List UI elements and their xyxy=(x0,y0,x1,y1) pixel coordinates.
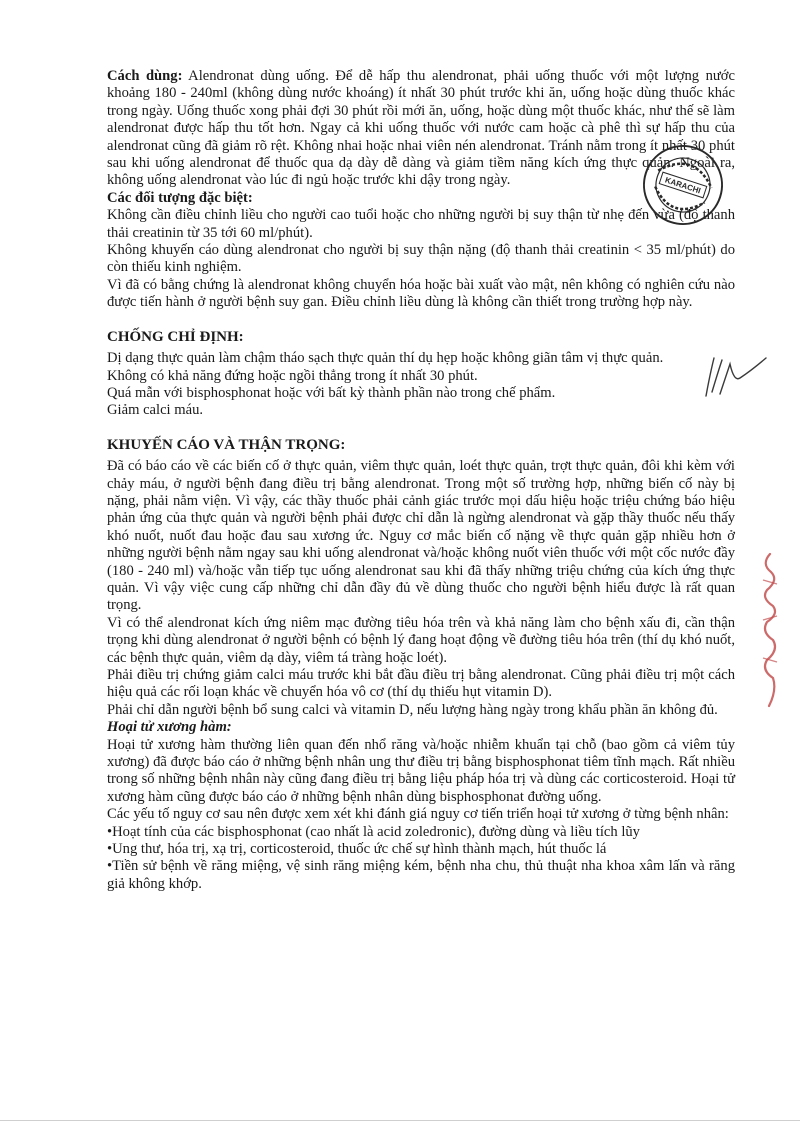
special-paragraph: Không khuyến cáo dùng alendronat cho người bị suy thận nặng (độ thanh thải creatinin < 35 ml/phút) do còn thiếu kinh nghiệm. xyxy=(107,242,735,276)
usage-label: Cách dùng: xyxy=(107,68,183,84)
risk-factor-item: • Tiền sử bệnh về răng miệng, vệ sinh răng miệng kém, bệnh nha chu, thủ thuật nha khoa xâm lấn và răng giả không khớp. xyxy=(107,858,735,893)
special-paragraph: Không cần điều chỉnh liều cho người cao tuổi hoặc cho những người bị suy thận từ nhẹ đến vừa (độ thanh thải creatinin từ 35 tới 60 ml/phút). xyxy=(107,207,735,241)
risk-factor-item: • Ung thư, hóa trị, xạ trị, corticosteroid, thuốc ức chế sự hình thành mạch, hút thuốc lá xyxy=(107,841,735,858)
special-paragraph: Vì đã có bằng chứng là alendronat không chuyển hóa hoặc bài xuất vào mật, nên không có nghiên cứu nào được tiến hành ở người bệnh suy gan. Điều chỉnh liều dùng là không cần thiết trong trường hợp này. xyxy=(107,276,735,311)
jaw-necrosis-paragraph: Hoại tử xương hàm thường liên quan đến nhổ răng và/hoặc nhiễm khuẩn tại chỗ (bao gồm cả viêm tủy xương) đã được báo cáo ở những bệnh nhân ung thư điều trị bằng bisphosphonat tiêm tĩnh mạch. Rất nhiều trong số những bệnh nhân này cũng đang điều trị bằng liệu pháp hóa trị và dùng các corticosteroid. Hoại tử xương hàm cũng được báo cáo ở những bệnh nhân dùng bisphosphonat đường uống. xyxy=(107,736,735,805)
warnings-paragraph: Phải chỉ dẫn người bệnh bổ sung calci và vitamin D, nếu lượng hàng ngày trong khẩu phần ăn không đủ. xyxy=(107,701,718,718)
contraindication-item: Giảm calci máu. xyxy=(107,402,204,419)
page-bottom-rule xyxy=(0,1120,800,1121)
warnings-paragraph: Đã có báo cáo về các biến cố ở thực quản, viêm thực quản, loét thực quản, trợt thực quản, đôi khi kèm với chảy máu, ở người bệnh đang điều trị bằng alendronat. Trong một số trường hợp, những biến cố này bị nặng, phải nằm viện. Vì vậy, các thầy thuốc phải cảnh giác trước mọi dấu hiệu hoặc triệu chứng báo hiệu phản ứng của thực quản và người bệnh phải được chỉ dẫn là ngừng alendronat và gặp thầy thuốc nếu thấy khó nuốt, nuốt đau hoặc đau sau xương ức. Nguy cơ mắc biến cố nặng về thực quản gặp nhiều hơn ở những người bệnh nằm ngay sau khi uống alendronat và/hoặc không nuốt viên thuốc với một cốc nước đầy (180 - 240 ml) và/hoặc vẫn tiếp tục uống alendronat sau khi đã thấy những triệu chứng của kích ứng thực quản. Vì vậy việc cung cấp những chỉ dẫn đầy đủ về dùng thuốc cho người bệnh hiểu được là rất quan trọng. xyxy=(107,458,735,614)
stamp-text: KARACHI xyxy=(663,175,702,196)
contraindication-item: Dị dạng thực quản làm chậm tháo sạch thực quản thí dụ hẹp hoặc không giãn tâm vị thực quản. xyxy=(107,350,664,367)
warnings-paragraph: Vì có thể alendronat kích ứng niêm mạc đường tiêu hóa trên và khả năng làm cho bệnh xấu đi, cần thận trọng khi dùng alendronat ở người bệnh có bệnh lý đang hoạt động về đường tiêu hóa trên (thí dụ khó nuốt, các bệnh thực quản, viêm dạ dày, viêm tá tràng hoặc loét). xyxy=(107,614,735,666)
risk-factor-item: • Hoạt tính của các bisphosphonat (cao nhất là acid zoledronic), đường dùng và liều tích lũy xyxy=(107,824,735,841)
contraindication-item: Không có khả năng đứng hoặc ngồi thẳng trong ít nhất 30 phút. xyxy=(107,367,478,384)
special-populations-heading: Các đối tượng đặc biệt: xyxy=(107,189,253,206)
usage-text: Alendronat dùng uống. Để dễ hấp thu alendronat, phải uống thuốc với một lượng nước khoảng 180 - 240ml (không dùng nước khoáng) ít nhất 30 phút trước khi ăn, uống hoặc dùng thuốc khác trong ngày. Uống thuốc xong phải đợi 30 phút rồi mới ăn, uống, hoặc dùng một thuốc khác, như thế sẽ làm alendronat được hấp thu tốt hơn. Ngay cả khi uống thuốc với nước cam hoặc cà phê thì sự hấp thu của alendronat cũng đã giảm rõ rệt. Không nhai hoặc nhai viên nén alendronat. Tránh nằm trong ít nhất 30 phút sau khi uống alendronat để thuốc qua dạ dày dễ dàng và giảm tiềm năng kích ứng thực quản. Ngoài ra, không uống alendronat vào lúc đi ngủ hoặc trước khi dậy trong ngày. xyxy=(107,68,735,189)
contraindication-item: Quá mẫn với bisphosphonat hoặc với bất kỳ thành phần nào trong chế phẩm. xyxy=(107,384,556,401)
jaw-necrosis-heading: Hoại tử xương hàm: xyxy=(107,719,232,736)
warnings-paragraph: Phải điều trị chứng giảm calci máu trước khi bắt đầu điều trị bằng alendronat. Cũng phải điều trị một cách hiệu quả các rối loạn khác về chuyển hóa vô cơ (thí dụ thiếu hụt vitamin D). xyxy=(107,667,735,701)
warnings-heading: KHUYẾN CÁO VÀ THẬN TRỌNG: xyxy=(107,436,346,453)
jaw-necrosis-paragraph: Các yếu tố nguy cơ sau nên được xem xét khi đánh giá nguy cơ tiến triển hoại tử xương ở từng bệnh nhân: xyxy=(107,806,729,823)
contraindications-heading: CHỐNG CHỈ ĐỊNH: xyxy=(107,328,244,345)
usage-paragraph xyxy=(107,68,735,190)
margin-handwriting xyxy=(755,550,785,710)
signature-mark xyxy=(700,352,772,404)
